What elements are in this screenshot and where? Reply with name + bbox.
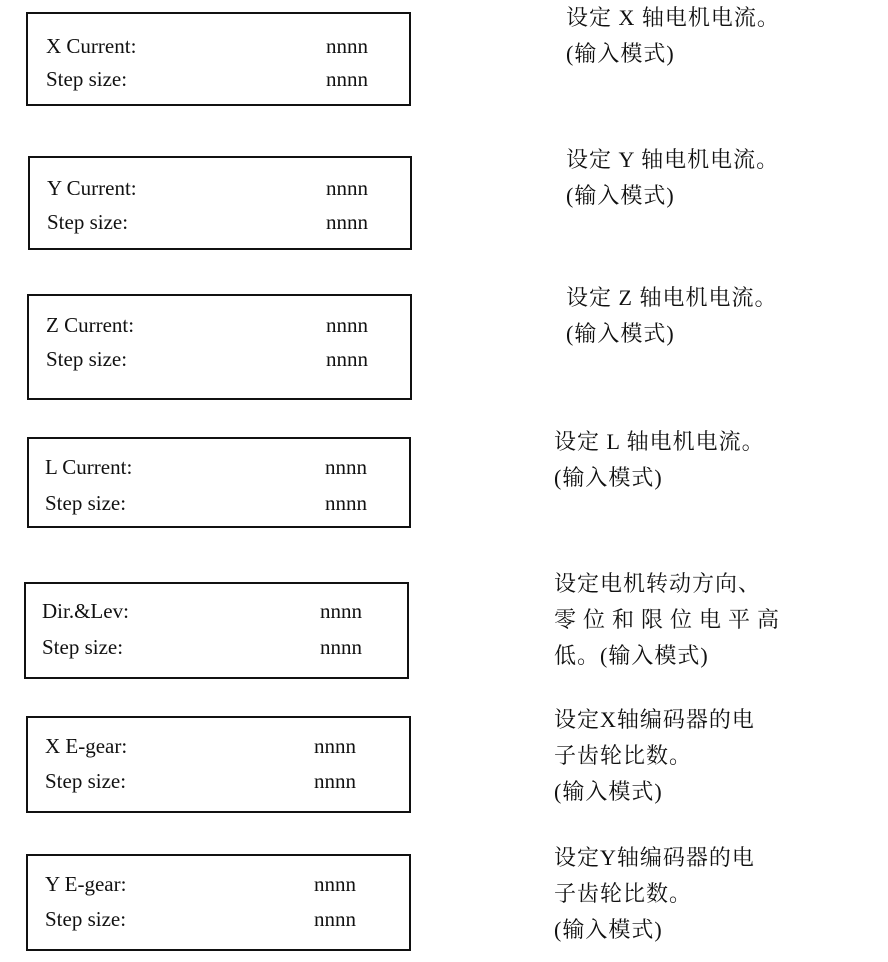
lcd-line-2: [28, 766, 409, 796]
lcd-line-2: [28, 64, 409, 94]
description-line: 设定 L 轴电机电流。: [554, 429, 765, 454]
description-line: 设定 Y 轴电机电流。: [566, 147, 780, 172]
lcd-display-dir-lev: [24, 582, 409, 679]
description-line: (输入模式): [566, 41, 675, 66]
description-line: (输入模式): [554, 779, 663, 804]
lcd-display-y-egear: [26, 854, 411, 951]
lcd-line-2: [30, 207, 410, 237]
description-x-egear: [554, 702, 755, 810]
lcd-label: Step size:: [45, 491, 127, 515]
lcd-value: nnnn: [326, 347, 368, 371]
lcd-line-1: [28, 869, 409, 899]
lcd-label: Step size:: [46, 67, 128, 91]
description-line: (输入模式): [566, 321, 675, 346]
description-line: 零位和限位电平高: [554, 607, 787, 632]
lcd-display-z-current: [27, 294, 412, 400]
description-line: (输入模式): [554, 465, 663, 490]
lcd-line-2: [26, 632, 407, 662]
lcd-display-l-current: [27, 437, 411, 528]
lcd-value: nnnn: [314, 872, 356, 896]
lcd-label: Step size:: [45, 769, 127, 793]
lcd-label: Step size:: [45, 907, 127, 931]
lcd-line-2: [29, 344, 410, 374]
lcd-label: Z Current:: [46, 313, 135, 337]
lcd-label: X Current:: [46, 34, 137, 58]
lcd-line-1: [29, 310, 410, 340]
lcd-label: Y E-gear:: [45, 872, 127, 896]
description-y-egear: [554, 840, 755, 948]
lcd-value: nnnn: [326, 34, 368, 58]
lcd-display-y-current: [28, 156, 412, 250]
description-line: (输入模式): [554, 917, 663, 942]
lcd-value: nnnn: [314, 907, 356, 931]
lcd-label: Step size:: [46, 347, 128, 371]
description-line: (输入模式): [566, 183, 675, 208]
lcd-value: nnnn: [320, 599, 362, 623]
lcd-value: nnnn: [326, 210, 368, 234]
lcd-value: nnnn: [326, 67, 368, 91]
lcd-line-1: [28, 731, 409, 761]
lcd-line-1: [29, 452, 409, 482]
lcd-label: X E-gear:: [45, 734, 128, 758]
lcd-value: nnnn: [326, 176, 368, 200]
description-line: 设定X轴编码器的电: [554, 707, 755, 732]
lcd-label: Dir.&Lev:: [42, 599, 129, 623]
description-line: 子齿轮比数。: [554, 881, 693, 906]
lcd-label: Step size:: [42, 635, 124, 659]
lcd-value: nnnn: [314, 734, 356, 758]
lcd-display-x-current: [26, 12, 411, 106]
lcd-line-1: [26, 596, 407, 626]
description-z-current: [566, 280, 777, 352]
lcd-line-2: [28, 904, 409, 934]
lcd-display-x-egear: [26, 716, 411, 813]
description-y-current: [566, 142, 779, 214]
description-dir-lev: [554, 566, 786, 674]
lcd-value: nnnn: [314, 769, 356, 793]
lcd-value: nnnn: [325, 491, 367, 515]
lcd-line-2: [29, 488, 409, 518]
description-line: 设定 X 轴电机电流。: [566, 5, 780, 30]
lcd-value: nnnn: [325, 455, 367, 479]
description-line: 设定 Z 轴电机电流。: [566, 285, 778, 310]
lcd-line-1: [30, 173, 410, 203]
lcd-line-1: [28, 31, 409, 61]
description-line: 设定电机转动方向、: [554, 571, 762, 596]
description-line: 设定Y轴编码器的电: [554, 845, 755, 870]
lcd-label: Y Current:: [47, 176, 137, 200]
description-l-current: [554, 424, 765, 496]
description-line: 低。(输入模式): [554, 643, 709, 668]
lcd-value: nnnn: [320, 635, 362, 659]
description-x-current: [566, 0, 780, 72]
lcd-value: nnnn: [326, 313, 368, 337]
lcd-label: Step size:: [47, 210, 129, 234]
description-line: 子齿轮比数。: [554, 743, 693, 768]
lcd-label: L Current:: [45, 455, 133, 479]
